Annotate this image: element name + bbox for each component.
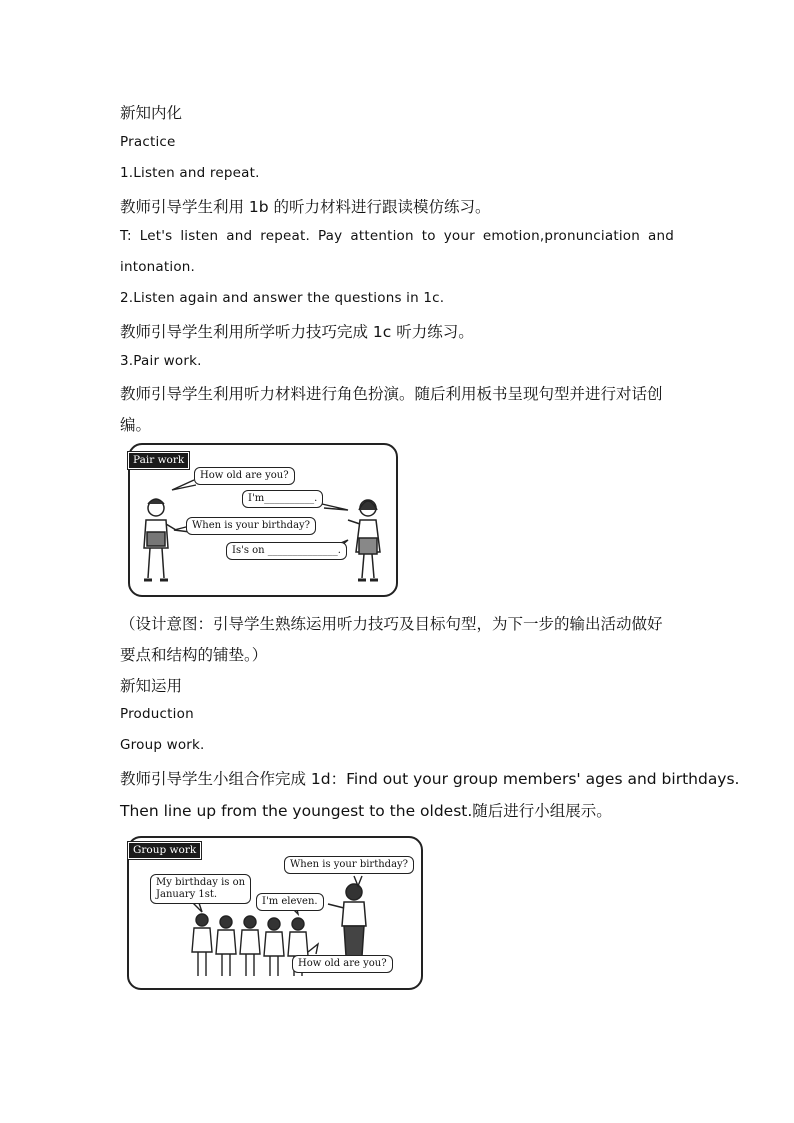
item3-heading: 3.Pair work. xyxy=(120,353,202,369)
group-bubble-im-eleven: I'm eleven. xyxy=(256,893,324,911)
group-work-instruction-line1: 教师引导学生小组合作完成 1d：Find out your group members' ages and birthdays. xyxy=(120,770,740,788)
pair-bubble-when-birthday: When is your birthday? xyxy=(186,517,316,535)
design-intent-line1: （设计意图：引导学生熟练运用听力技巧及目标句型，为下一步的输出活动做好 xyxy=(120,615,663,633)
group-work-figure xyxy=(122,832,428,1002)
group-bubble-when-birthday: When is your birthday? xyxy=(284,856,414,874)
group-bubble-how-old: How old are you? xyxy=(292,955,393,973)
item1-teacher-line1: T: Let's listen and repeat. Pay attention to your emotion,pronunciation and xyxy=(120,228,674,244)
item2-heading: 2.Listen again and answer the questions in 1c. xyxy=(120,290,445,306)
item3-instruction-line2: 编。 xyxy=(120,416,152,434)
pair-bubble-how-old: How old are you? xyxy=(194,467,295,485)
students-icon xyxy=(192,914,308,976)
section-title-application: 新知运用 xyxy=(120,677,183,695)
group-work-instruction-line2: Then line up from the youngest to the oldest.随后进行小组展示。 xyxy=(120,802,612,820)
group-bubble-my-birthday-line1: My birthday is on xyxy=(156,877,246,888)
design-intent-line2: 要点和结构的铺垫。） xyxy=(120,646,268,664)
item1-instruction: 教师引导学生利用 1b 的听力材料进行跟读模仿练习。 xyxy=(120,198,491,216)
group-bubble-my-birthday xyxy=(150,874,251,904)
item1-heading: 1.Listen and repeat. xyxy=(120,165,260,181)
group-work-tag: Group work xyxy=(128,842,201,859)
boy-figure-icon xyxy=(144,499,176,580)
item2-instruction: 教师引导学生利用所学听力技巧完成 1c 听力练习。 xyxy=(120,323,474,341)
pair-bubble-im: I'm__________. xyxy=(242,490,323,508)
group-bubble-my-birthday-line2: January 1st. xyxy=(156,889,218,900)
pair-work-figure xyxy=(122,440,402,600)
section-subtitle-practice: Practice xyxy=(120,134,176,150)
pair-bubble-its-on: Is's on ______________. xyxy=(226,542,347,560)
item1-teacher-line2: intonation. xyxy=(120,259,196,275)
section-subtitle-production: Production xyxy=(120,706,194,722)
girl-figure-icon xyxy=(348,500,380,580)
section-title-internalization: 新知内化 xyxy=(120,104,183,122)
pair-work-tag: Pair work xyxy=(128,452,189,469)
group-work-heading: Group work. xyxy=(120,737,205,753)
item3-instruction-line1: 教师引导学生利用听力材料进行角色扮演。随后利用板书呈现句型并进行对话创 xyxy=(120,385,663,403)
